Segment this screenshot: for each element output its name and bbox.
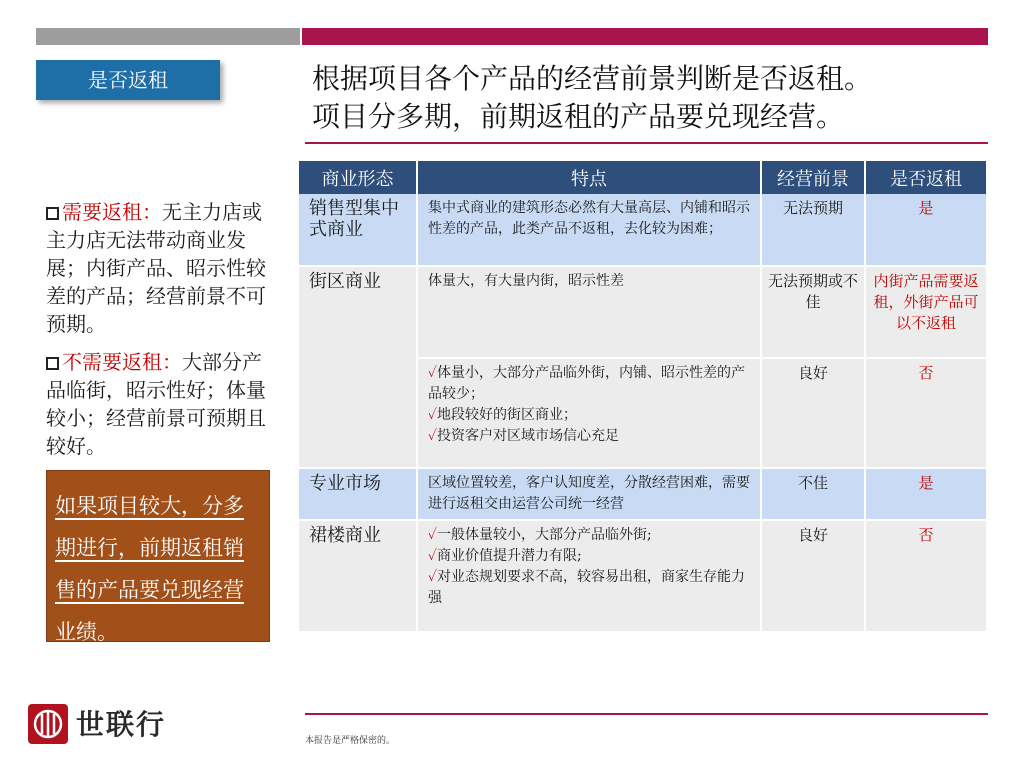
- section-tag: 是否返租: [36, 60, 220, 100]
- checkbox-bullet-icon: [46, 207, 59, 220]
- cell-leaseback: 内街产品需要返租，外街产品可以不返租: [865, 266, 986, 358]
- feature-line: ✓地段较好的街区商业；: [428, 407, 578, 423]
- feature-line: ✓体量小，大部分产品临外街，内铺、昭示性差的产品较少；: [428, 365, 746, 402]
- cell-leaseback: 是: [865, 194, 986, 266]
- check-icon: ✓: [428, 365, 438, 381]
- cell-outlook: 不佳: [761, 468, 865, 520]
- table-row: [299, 266, 986, 358]
- check-icon: ✓: [428, 527, 438, 543]
- table-row: [299, 468, 986, 520]
- table-row: [299, 194, 986, 266]
- page-title: [312, 60, 992, 136]
- cell-feature: [417, 520, 761, 632]
- callout-box: 如果项目较大，分多期进行，前期返租销售的产品要兑现经营业绩。: [46, 470, 270, 642]
- column-header-feature: 特点: [417, 161, 761, 194]
- feature-line: ✓一般体量较小，大部分产品临外街;: [428, 527, 652, 543]
- cell-leaseback: 否: [865, 358, 986, 468]
- cell-type: 街区商业: [299, 266, 417, 468]
- cell-leaseback: 是: [865, 468, 986, 520]
- cell-type: 裙楼商业: [299, 520, 417, 632]
- criteria-item-no-leaseback: [46, 348, 278, 460]
- leaseback-table: [299, 161, 986, 633]
- logo-text: 世联行: [76, 708, 167, 741]
- title-divider: [305, 142, 988, 144]
- cell-outlook: 无法预期: [761, 194, 865, 266]
- cell-type: 专业市场: [299, 468, 417, 520]
- header-bar-grey: [36, 28, 300, 45]
- page-title-line-1: 根据项目各个产品的经营前景判断是否返租。: [312, 62, 873, 95]
- column-header-leaseback: 是否返租: [865, 161, 986, 194]
- criteria-text: 无主力店或主力店无法带动商业发展；内街产品、昭示性较差的产品；经营前景不可预期。: [46, 200, 266, 336]
- cell-type: 销售型集中式商业: [299, 194, 417, 266]
- cell-outlook: 良好: [761, 520, 865, 632]
- check-icon: ✓: [428, 428, 438, 444]
- logo-glyph-icon: [28, 704, 68, 744]
- cell-feature: 体量大，有大量内街，昭示性差: [417, 266, 761, 358]
- criteria-list: [46, 198, 278, 470]
- page-title-line-2: 项目分多期，前期返租的产品要兑现经营。: [312, 100, 845, 133]
- column-header-outlook: 经营前景: [761, 161, 865, 194]
- column-header-type: 商业形态: [299, 161, 417, 194]
- check-icon: ✓: [428, 569, 438, 585]
- header-bar-accent: [302, 28, 988, 45]
- criteria-text: 大部分产品临街，昭示性好；体量较小；经营前景可预期且较好。: [46, 350, 266, 458]
- cell-feature: 区域位置较差，客户认知度差，分散经营困难，需要进行返租交由运营公司统一经营: [417, 468, 761, 520]
- criteria-item-need-leaseback: [46, 198, 278, 338]
- table-header-row: [299, 161, 986, 194]
- check-icon: ✓: [428, 548, 438, 564]
- feature-line: ✓商业价值提升潜力有限;: [428, 548, 582, 564]
- check-icon: ✓: [428, 407, 438, 423]
- footer-divider: [305, 713, 988, 715]
- feature-line: ✓投资客户对区域市场信心充足: [428, 428, 620, 444]
- cell-outlook: 无法预期或不佳: [761, 266, 865, 358]
- criteria-key: 不需要返租：: [62, 350, 182, 374]
- criteria-key: 需要返租：: [62, 200, 162, 224]
- feature-line: ✓对业态规划要求不高，较容易出租，商家生存能力强: [428, 569, 746, 606]
- logo-mark-icon: [28, 704, 68, 744]
- company-logo: [28, 704, 208, 748]
- table-row: [299, 520, 986, 632]
- confidential-note: 本报告是严格保密的。: [305, 736, 396, 746]
- checkbox-bullet-icon: [46, 357, 59, 370]
- cell-outlook: 良好: [761, 358, 865, 468]
- cell-feature: [417, 358, 761, 468]
- cell-feature: 集中式商业的建筑形态必然有大量高层、内铺和昭示性差的产品，此类产品不返租，去化较为困难；: [417, 194, 761, 266]
- cell-leaseback: 否: [865, 520, 986, 632]
